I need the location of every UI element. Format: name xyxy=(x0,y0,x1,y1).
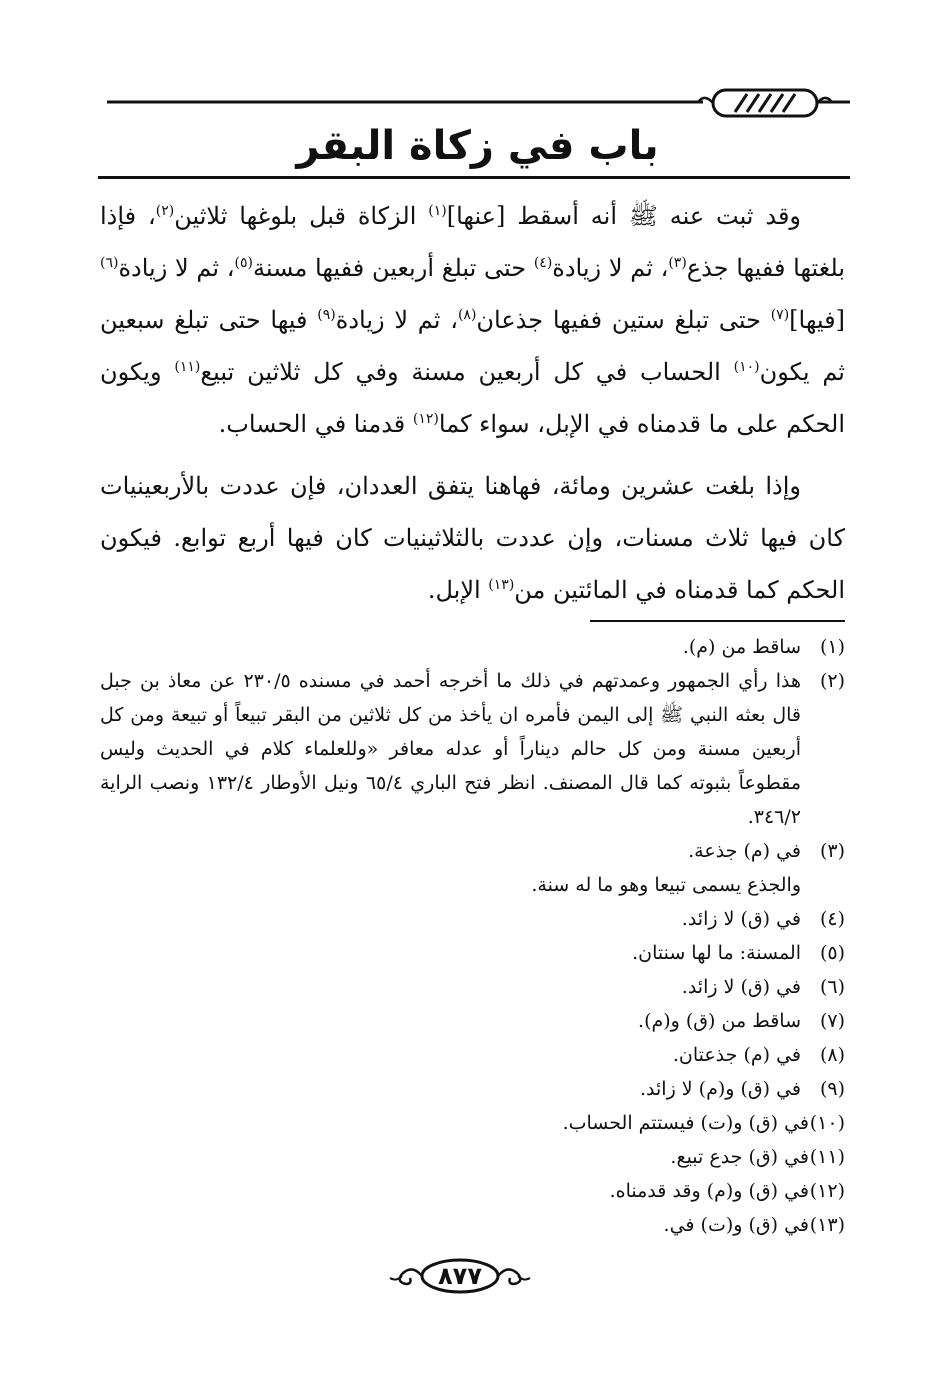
footnotes xyxy=(100,630,845,1242)
footnote-item: (٩) في (ق) و(م) لا زائد. xyxy=(640,1078,845,1100)
paragraph: وقد ثبت عنه ﷺ أنه أسقط [عنها]$^{(١)}$ الزكاة قبل بلوغها ثلاثين$^{(٢)}$، فإذا بلغتها ففيها جذع$^{(٣)}$، ثم لا زيادة$^{(٤)}$ حتى تبلغ أربعين ففيها مسنة$^{(٥)}$، ثم لا زيادة$^{(٦)}$ [فيها]$^{(٧)}$ حتى تبلغ ستين ففيها جذعان$^{(٨)}$، ثم لا زيادة$^{(٩)}$ فيها حتى تبلغ سبعين ثم يكون$^{(١٠)}$ الحساب في كل أربعين مسنة وفي كل ثلاثين تبيع$^{(١١)}$ ويكون الحكم على ما قدمناه في الإبل، سواء كما$^{(١٢)}$ قدمنا في الحساب. xyxy=(100,202,845,438)
footnote-item: (٢) هذا رأي الجمهور وعمدتهم في ذلك ما أخرجه أحمد في مسنده ٢٣٠/٥ عن معاذ بن جبل قال بعثه النبي ﷺ إلى اليمن فأمره ان يأخذ من كل ثلاثين من البقر تبيعاً أو تبيعة ومن كل أربعين مسنة ومن كل حالم ديناراً أو عدله معافر «وللعلماء كلام في الحديث وليس مقطوعاً بثبوته كما قال المصنف. انظر فتح الباري ٦٥/٤ ونيل الأوطار ١٣٢/٤ ونصب الراية ٣٤٦/٢. xyxy=(100,670,845,828)
footnote-ref: (٩) xyxy=(317,307,336,323)
footnote-ref: (٥) xyxy=(234,255,253,271)
footnote-item: (٣) في (م) جذعة. xyxy=(688,840,845,862)
footnote-item: (٥) المسنة: ما لها سنتان. xyxy=(632,942,845,964)
footnote-item: (٤) في (ق) لا زائد. xyxy=(681,908,845,930)
page-number: ٨٧٧ xyxy=(438,1262,482,1290)
footnote-ref: (٢) xyxy=(155,203,175,219)
footnote-ref: (٣) xyxy=(668,255,687,271)
footnote-ref: (٨) xyxy=(457,307,477,323)
paragraph: وإذا بلغت عشرين ومائة، فهاهنا يتفق العددان، فإن عددت بالأربعينيات كان فيها ثلاث مسنات، وإن عددت بالثلاثينيات كان فيها أربع توابع. فيكون الحكم كما قدمناه في المائتين من$^{(١٣)}$ الإبل. xyxy=(100,472,845,604)
footnote-item: (١٢) في (ق) و(م) وقد قدمناه. xyxy=(609,1180,845,1202)
footnote-item: (١) ساقط من (م). xyxy=(682,636,845,658)
footnote-ref: (١٣) xyxy=(488,577,515,593)
main-text-2 xyxy=(100,460,845,616)
footnote-ref: (١) xyxy=(428,203,447,219)
footnote-ref: (٦) xyxy=(100,255,119,271)
footnote-ref: (١٢) xyxy=(412,411,439,427)
footnote-item: (١٠) في (ق) و(ت) فيستتم الحساب. xyxy=(562,1112,845,1134)
footnote-ref: (٧) xyxy=(770,307,790,323)
footnote-ref: (١١) xyxy=(174,359,201,375)
footnote-item: (١٣) في (ق) و(ت) في. xyxy=(663,1214,845,1236)
footnote-item: (٧) ساقط من (ق) و(م). xyxy=(638,1010,845,1032)
footnote-item: (١١) في (ق) جدع تبيع. xyxy=(670,1146,845,1168)
footnote-divider xyxy=(590,620,845,622)
footnote-ref: (٤) xyxy=(533,255,553,271)
footnote-item: (٦) في (ق) لا زائد. xyxy=(681,976,845,998)
header-rule xyxy=(98,176,850,179)
footnote-item: (٨) في (م) جذعتان. xyxy=(672,1044,845,1066)
chapter-heading: باب في زكاة البقر xyxy=(296,123,659,169)
main-text xyxy=(100,190,845,450)
footnote-ref: (١٠) xyxy=(733,359,760,375)
footnote-continuation: والجذع يسمى تبيعا وهو ما له سنة. xyxy=(531,874,801,896)
